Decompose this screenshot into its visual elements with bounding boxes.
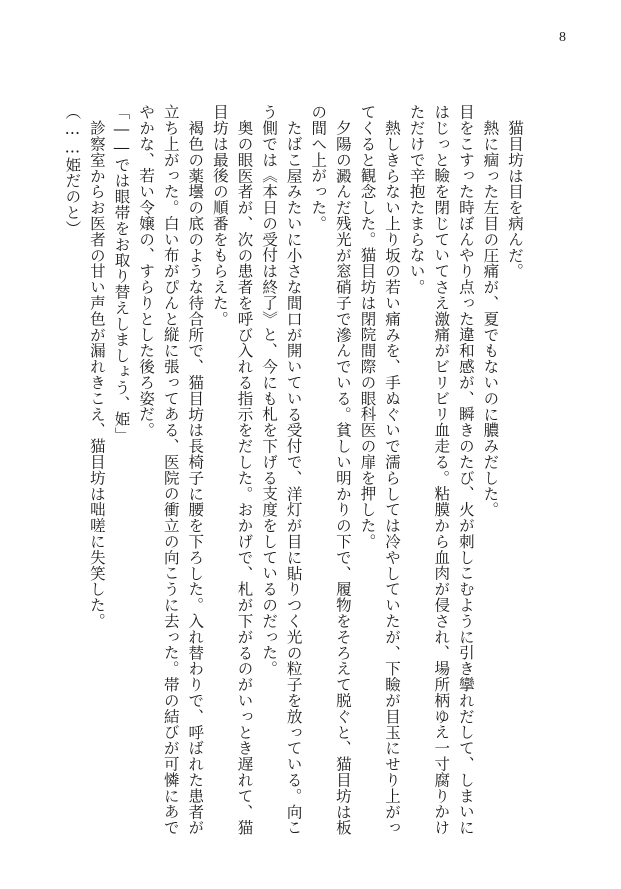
paragraph-8: 褐色の薬壜の底のような待合所で、猫目坊は長椅子に腰を下ろした。入れ替わりで、呼ばれた患者が立ち上がった。白い布がぴんと縦に張ってある、医院の衝立の向こうに去った。帯の結びが可憐にあでやかな、若い令嬢の、すらりとした後ろ姿だ。 (137, 104, 205, 836)
paragraph-1: 猫目坊は目を病んだ。 (506, 119, 524, 279)
paragraph-6: たばこ屋みたいに小さな間口が開いている受付で、洋灯が目に貼りつく光の粒子を放っている。向こう側では《本日の受付は終了》と、今にも札を下げる支度をしているのだった。 (260, 104, 303, 835)
paragraph-3: 目をこすった時ぼんやり点った違和感が、瞬きのたび、火が刺しこむように引き攣れだして、しまいにはじっと瞼を閉じていてさえ激痛がビリビリ血走る。粘膜から血肉が侵され、場所柄ゆえ一寸腐りかけただけで辛抱たまらない。 (407, 104, 475, 836)
paragraph-10: 診察室からお医者の甘い声色が漏れきこえ、猫目坊は咄嗟に失笑した。 (87, 119, 106, 629)
page-number: 8 (559, 30, 566, 45)
paragraph-4: 熱しきらない上り坂の若い痛みを、手ぬぐいで濡らしては冷やしていたが、下瞼が目玉にせり上がってくると観念した。猫目坊は閉院間際の眼科医の扉を押した。 (358, 104, 402, 835)
dialogue-line: 「――では眼帯をお取り替えしましょう、姫」 (112, 104, 131, 443)
paragraph-7: 奥の眼医者が、次の患者を呼び入れる指示をだした。おかげで、札が下がるのがいっとき遅れて、猫目坊は最後の順番をもらえた。 (210, 104, 254, 835)
paragraph-5: 夕陽の澱んだ残光が窓硝子で滲んでいる。貧しい明かりの下で、履物をそろえて脱ぐと、猫目坊は板の間へ上がった。 (309, 104, 352, 835)
paragraph-2: 熱に痼った左目の圧痛が、夏でもないのに膿みだした。 (481, 119, 500, 517)
inner-thought-line: （……姫だのと） (63, 104, 82, 237)
novel-text-body (60, 104, 527, 844)
